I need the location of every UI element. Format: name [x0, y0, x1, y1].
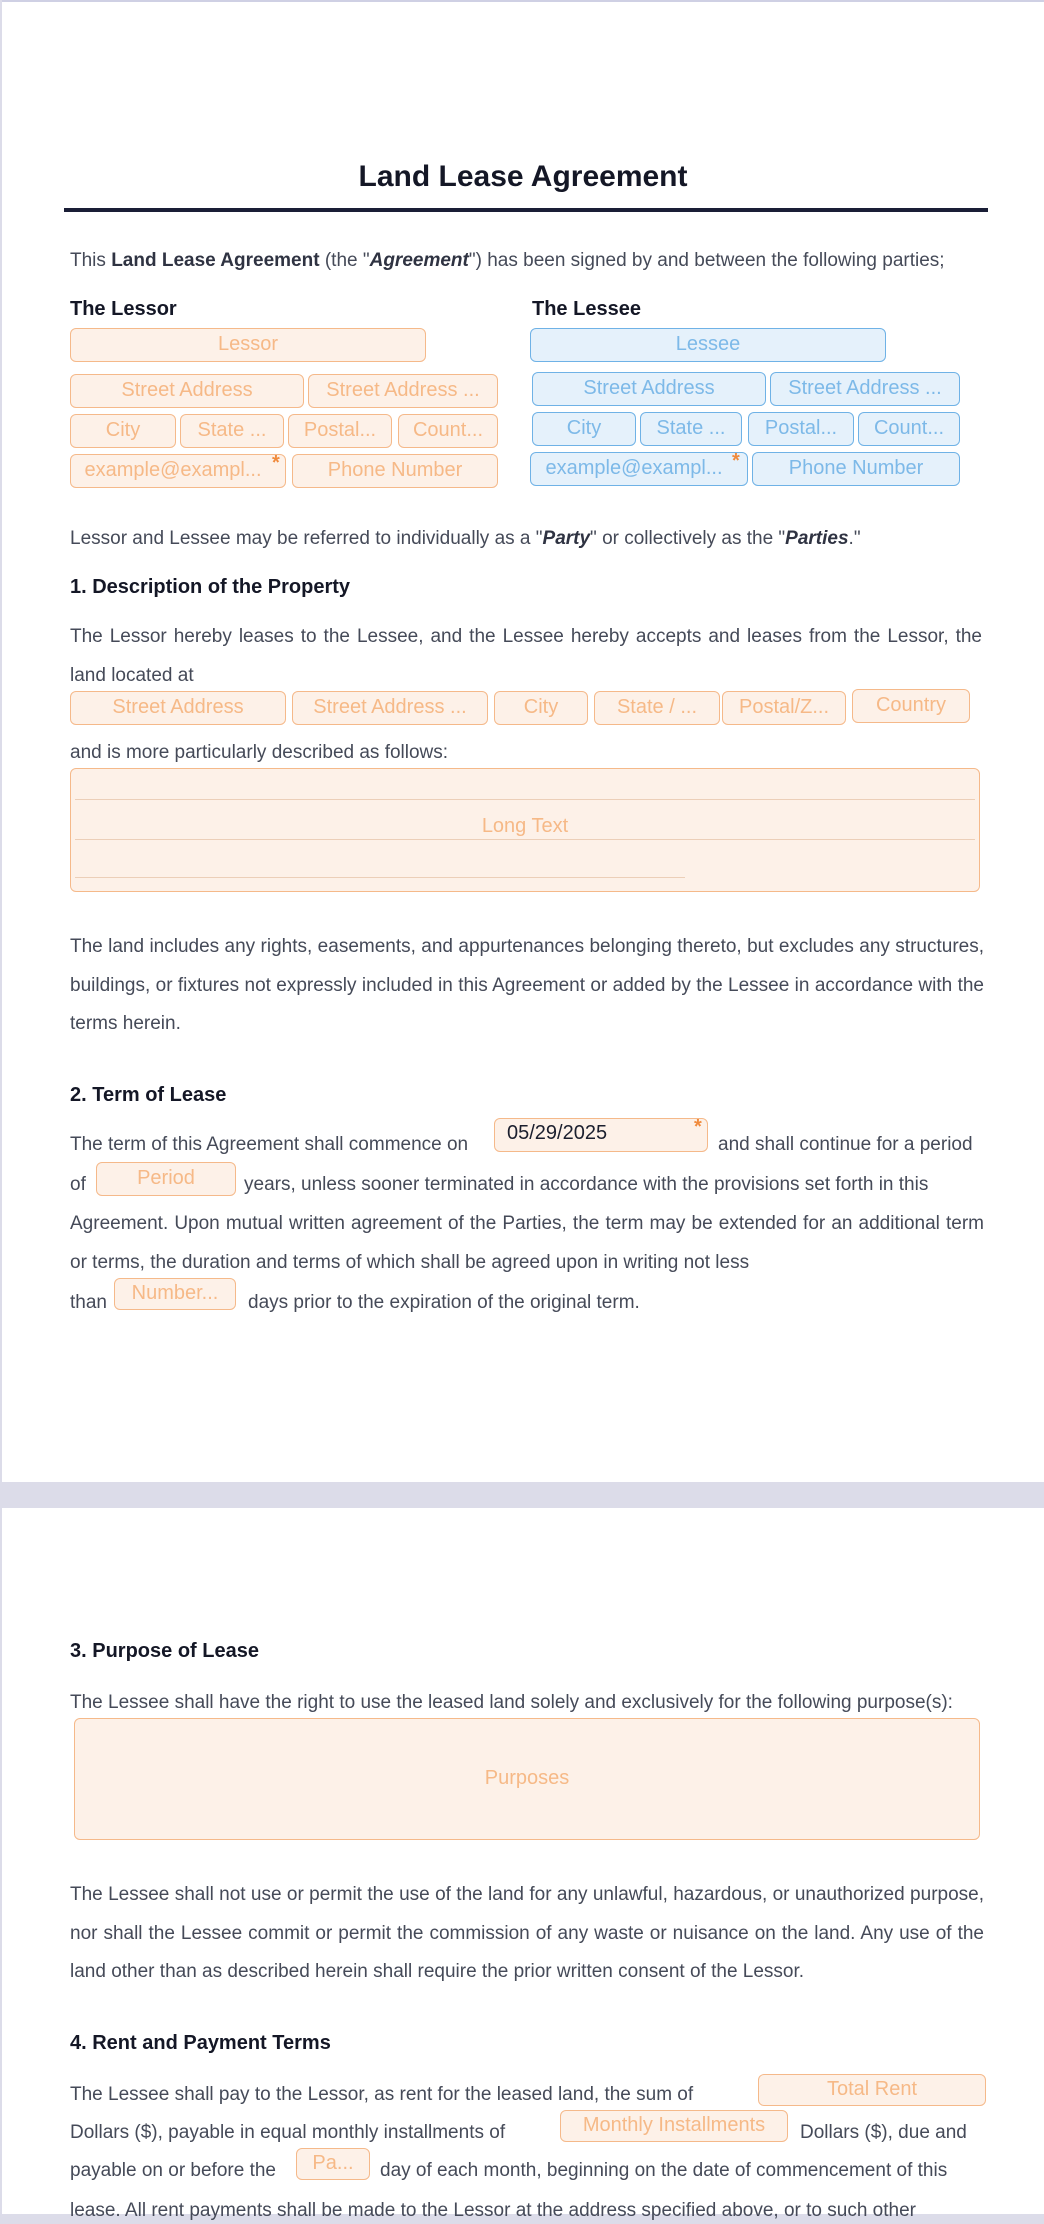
rent-text-3: Dollars ($), due and [800, 2122, 967, 2143]
rent-text-4: payable on or before the [70, 2160, 276, 2181]
parties-term: Parties [785, 528, 849, 549]
lessor-city-field[interactable]: City [70, 414, 176, 448]
property-street-field[interactable]: Street Address [70, 691, 286, 725]
intro-text-mid: (the " [319, 250, 370, 271]
property-postal-field[interactable]: Postal/Z... [722, 691, 846, 725]
party-term: Party [542, 528, 591, 549]
section-3-heading: 3. Purpose of Lease [70, 1640, 259, 1662]
intro-agreement-term: Agreement [369, 250, 469, 271]
term-text-5: Agreement. Upon mutual written agreement of the Parties, the term may be extended for an additional term or terms, the duration and terms of which shall be agreed upon in writing not less [70, 1213, 984, 1273]
property-city-field[interactable]: City [494, 691, 588, 725]
payment-day-field[interactable]: Pa... [296, 2148, 370, 2180]
long-text-placeholder: Long Text [481, 815, 569, 837]
intro-bold: Land Lease Agreement [111, 250, 320, 271]
purposes-field[interactable]: Purposes [74, 1718, 980, 1840]
document-page-2 [2, 1508, 1044, 2221]
section-3-text-2: The Lessee shall not use or permit the use of the land for any unlawful, hazardous, or unauthorized purpose, nor shall the Lessee commit or permit the commission of any waste or nuisance on the land. Any use of the land other than as described herein shall require the prior written consent of the Lessor. [70, 1884, 984, 1982]
lessee-country-field[interactable]: Count... [858, 412, 960, 446]
lessee-postal-field[interactable]: Postal... [748, 412, 854, 446]
term-text-2: and shall continue for a period [718, 1134, 973, 1155]
lease-period-field[interactable]: Period [96, 1162, 236, 1196]
title-rule [64, 208, 988, 212]
lessee-street2-field[interactable]: Street Address ... [770, 372, 960, 406]
section-1-heading: 1. Description of the Property [70, 576, 351, 598]
property-description-field[interactable] [70, 768, 980, 892]
lessor-postal-field[interactable]: Postal... [288, 414, 392, 448]
term-text-3: of [70, 1174, 86, 1195]
intro-text: This [70, 250, 112, 271]
term-text-4: years, unless sooner terminated in accordance with the provisions set forth in this [244, 1174, 929, 1195]
commencement-date-field[interactable]: 05/29/2025 [494, 1118, 708, 1152]
document-page-1 [2, 0, 1044, 1482]
lessor-email-required-marker: * [272, 452, 280, 474]
monthly-installments-field[interactable]: Monthly Installments [560, 2110, 788, 2142]
ruled-line [75, 839, 975, 840]
section-3-text-1: The Lessee shall have the right to use the leased land solely and exclusively for the following purpose(s): [70, 1692, 953, 1713]
lessor-street-field[interactable]: Street Address [70, 374, 304, 408]
lessee-email-required-marker: * [732, 450, 740, 472]
lessee-street-field[interactable]: Street Address [532, 372, 766, 406]
property-state-field[interactable]: State / ... [594, 691, 720, 725]
lessor-street2-field[interactable]: Street Address ... [308, 374, 498, 408]
party-definition [70, 526, 990, 552]
lessee-name-field[interactable]: Lessee [530, 328, 886, 362]
lessee-heading: The Lessee [532, 298, 641, 320]
party-def-text: Lessor and Lessee may be referred to individually as a " [70, 528, 543, 549]
section-2-heading: 2. Term of Lease [70, 1084, 227, 1106]
term-text-7: days prior to the expiration of the original term. [248, 1292, 640, 1313]
lessor-phone-field[interactable]: Phone Number [292, 454, 498, 488]
lessor-heading: The Lessor [70, 298, 177, 320]
rent-text-1: The Lessee shall pay to the Lessor, as rent for the leased land, the sum of [70, 2084, 694, 2105]
ruled-line [75, 877, 685, 878]
lessor-name-field[interactable]: Lessor [70, 328, 426, 362]
lessor-email-field[interactable]: example@exampl... [70, 454, 286, 488]
notice-days-field[interactable]: Number... [114, 1278, 236, 1310]
party-def-text-mid: " or collectively as the " [590, 528, 786, 549]
section-4-heading: 4. Rent and Payment Terms [70, 2032, 331, 2054]
section-1-text-2: and is more particularly described as follows: [70, 742, 449, 763]
lessee-state-field[interactable]: State ... [640, 412, 742, 446]
document-title: Land Lease Agreement [358, 160, 688, 193]
lessee-email-field[interactable]: example@exampl... [530, 452, 748, 486]
rent-text-5: day of each month, beginning on the date of commencement of this [380, 2160, 948, 2181]
term-text-1: The term of this Agreement shall commence on [70, 1134, 469, 1155]
total-rent-field[interactable]: Total Rent [758, 2074, 986, 2106]
property-country-field[interactable]: Country [852, 689, 970, 723]
ruled-line [75, 799, 975, 800]
lessee-phone-field[interactable]: Phone Number [752, 452, 960, 486]
date-required-marker: * [694, 1116, 702, 1138]
section-1-text-3: The land includes any rights, easements, and appurtenances belonging thereto, but excludes any structures, buildings, or fixtures not expressly included in this Agreement or added by the Lessee in accordance with the terms herein. [70, 936, 984, 1034]
lessor-state-field[interactable]: State ... [180, 414, 284, 448]
lessor-country-field[interactable]: Count... [398, 414, 498, 448]
property-street2-field[interactable]: Street Address ... [292, 691, 488, 725]
rent-text-2: Dollars ($), payable in equal monthly installments of [70, 2122, 506, 2143]
rent-text-6: lease. All rent payments shall be made to the Lessor at the address specified above, or to such other [70, 2200, 916, 2221]
party-def-text-post: ." [848, 528, 861, 549]
intro-text-post: ") has been signed by and between the following parties; [468, 250, 945, 271]
term-text-6: than [70, 1292, 107, 1313]
lessee-city-field[interactable]: City [532, 412, 636, 446]
section-1-text-1: The Lessor hereby leases to the Lessee, and the Lessee hereby accepts and leases from the Lessor, the land located at [70, 626, 982, 686]
intro-paragraph [70, 248, 990, 274]
